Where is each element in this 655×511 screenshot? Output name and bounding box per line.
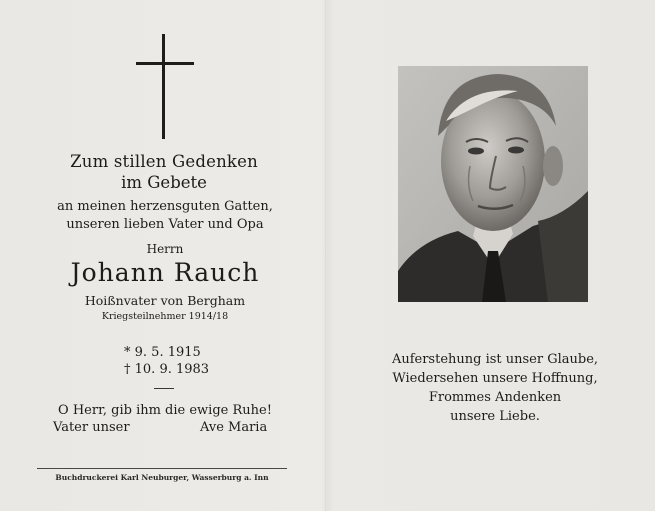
card-fold — [325, 0, 326, 511]
heading-line-2: im Gebete — [121, 173, 207, 192]
heading-line-1: Zum stillen Gedenken — [70, 152, 258, 171]
dedication-line-2: unseren lieben Vater und Opa — [66, 217, 264, 232]
birth-date: * 9. 5. 1915 — [124, 345, 201, 360]
portrait-photo — [398, 66, 588, 302]
deceased-role: Hoißnvater von Bergham — [84, 293, 246, 308]
quote-line-4: unsere Liebe. — [450, 409, 540, 424]
quote-line-2: Wiedersehen unsere Hoffnung, — [392, 371, 598, 386]
death-date: † 10. 9. 1983 — [124, 362, 210, 377]
quote-line-1: Auferstehung ist unser Glaube, — [391, 352, 599, 367]
dedication-line-1: an meinen herzensguten Gatten, — [57, 199, 273, 214]
prayer-ave-maria: Ave Maria — [200, 420, 268, 435]
printer-rule — [37, 468, 287, 469]
quote-line-3: Frommes Andenken — [428, 390, 562, 405]
portrait-image — [398, 66, 588, 302]
honorific: Herrn — [146, 242, 184, 256]
prayer-text: O Herr, gib ihm die ewige Ruhe! — [58, 403, 272, 418]
deceased-name: Johann Rauch — [70, 258, 260, 287]
veteran-note: Kriegsteilnehmer 1914/18 — [101, 311, 229, 322]
separator-line — [154, 388, 174, 389]
prayer-vater-unser: Vater unser — [53, 420, 130, 435]
printer-credit: Buchdruckerei Karl Neuburger, Wasserburg a. Inn — [55, 473, 269, 482]
